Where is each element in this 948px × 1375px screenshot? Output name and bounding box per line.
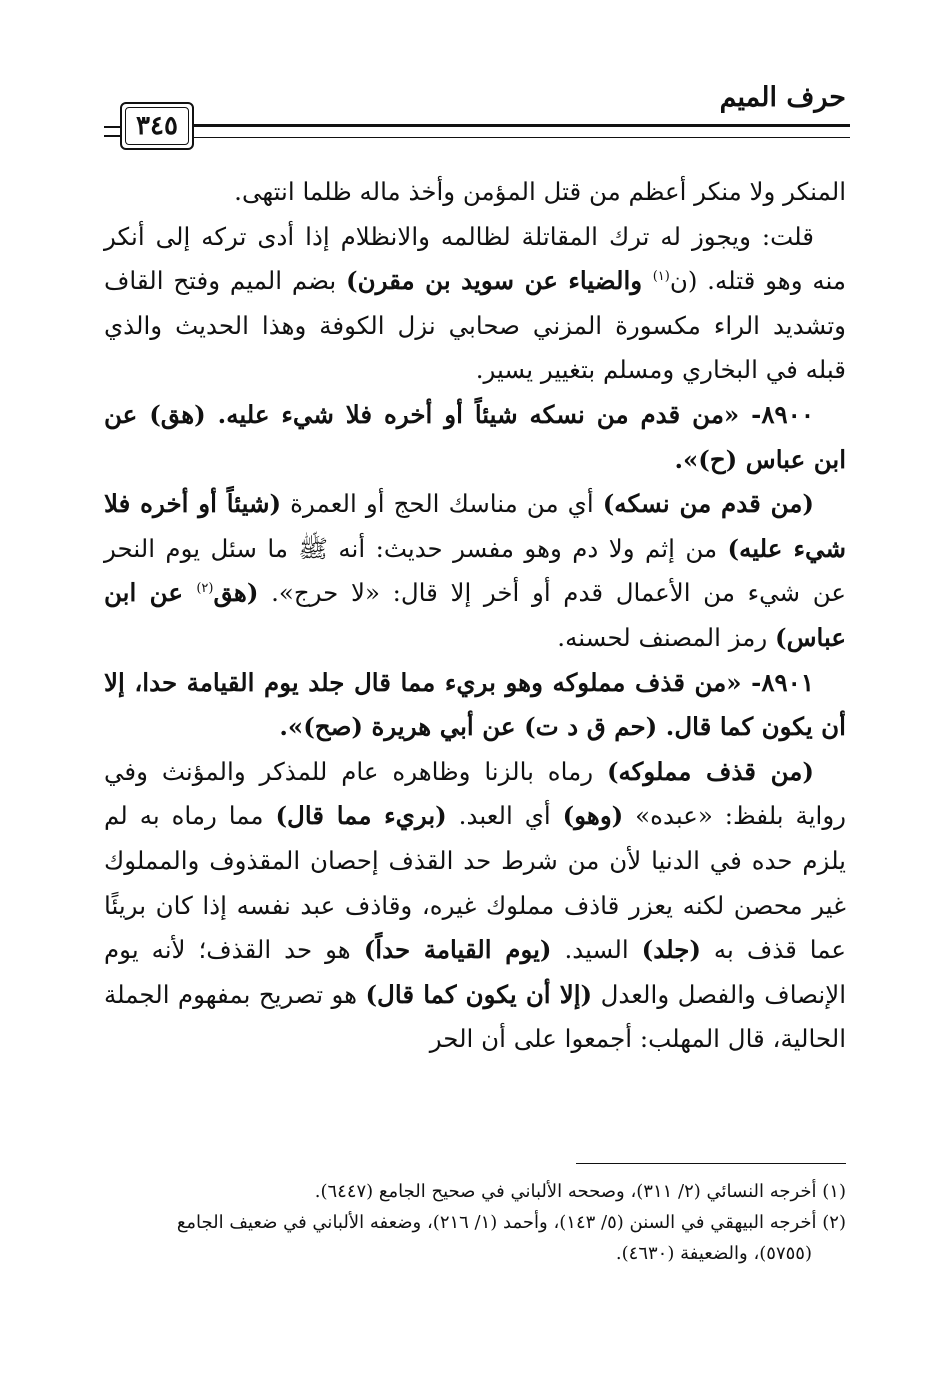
- footnote: (٢) أخرجه البيهقي في السنن (٥/ ١٤٣)، وأحمد (١/ ٢١٦)، وضعفه الألباني في ضعيف الجامع: [176, 1212, 846, 1233]
- text-run: (وهو): [562, 801, 624, 831]
- text-run: السيد.: [551, 935, 642, 965]
- footnote-ref: (١): [652, 269, 670, 285]
- text-run: بضم الميم وفتح القاف وتشديد الراء مكسورة المزني صحابي نزل الكوفة وهذا الحديث والذي قبله في البخاري ومسلم بتغيير يسير.: [104, 266, 846, 385]
- text-run: (هق: [213, 578, 259, 608]
- text-run: (من قذف مملوكه): [606, 756, 814, 786]
- footnote: (١) أخرجه النسائي (٢/ ٣١١)، وصححه الألباني في صحيح الجامع (٦٤٤٧).: [314, 1181, 846, 1202]
- text-run: هو حد القذف؛ لأنه يوم الإنصاف والفصل والعدل: [104, 935, 847, 1009]
- text-run: (يوم القيامة حداً): [363, 935, 552, 965]
- text-run: من إثم ولا دم وهو مفسر حديث: أنه ﷺ ما سئل يوم النحر عن شيء من الأعمال قدم أو أخر إلا قال: «لا حرج».: [104, 533, 846, 608]
- page-number: ٣٤٥: [136, 111, 178, 141]
- paragraph: المنكر ولا منكر أعظم من قتل المؤمن وأخذ ماله ظلما انتهى.: [234, 177, 846, 206]
- text-run: والضياء عن سويد بن مقرن): [346, 266, 653, 296]
- text-run: مما رماه به لم يلزم حده في الدنيا لأن من شرط حد القذف إحصان المقذوف والمملوك غير محصن لكنه يعزر قاذف مملوك غيره، وقاذف عبد نفسه إذا كان بريئًا عما قذف به: [104, 801, 846, 965]
- chapter-title: حرف الميم: [719, 82, 846, 113]
- footnote-continuation: (٥٧٥٥)، والضعيفة (٤٦٣٠).: [615, 1243, 812, 1264]
- footnote-separator: [576, 1163, 846, 1164]
- text-run: أي من مناسك الحج أو العمرة: [281, 489, 603, 519]
- text-run: (جلد): [641, 935, 701, 965]
- footnotes: [104, 1176, 846, 1269]
- text-run: (بريء مما قال): [275, 801, 447, 831]
- text-run: (شيئاً أو أخره فلا شيء عليه): [104, 489, 846, 563]
- paragraph: [104, 482, 846, 660]
- footnote-ref: (٢): [196, 581, 214, 597]
- text-run: عن ابن عباس): [104, 578, 846, 652]
- hadith-heading: ٨٩٠٠- «من قدم من نسكه شيئاً أو أخره فلا شيء عليه. (هق) عن ابن عباس (ح)».: [104, 399, 846, 474]
- text-run: (إلا أن يكون كما قال): [365, 979, 593, 1009]
- paragraph: [104, 215, 846, 393]
- hadith-heading: ٨٩٠١- «من قذف مملوكه وهو بريء مما قال جلد يوم القيامة حدا، إلا أن يكون كما قال. (حم ق د ت) عن أبي هريرة (صح)».: [104, 667, 846, 742]
- paragraph: [104, 750, 846, 1062]
- text-run: أي العبد.: [446, 801, 563, 831]
- text-run: قلت: ويجوز له ترك المقاتلة لظالمه والانظلام إذا أدى تركه إلى أنكر منه وهو قتله. (ن: [104, 221, 846, 296]
- text-run: (من قدم من نسكه): [602, 489, 814, 519]
- page-number-frame: [120, 102, 194, 150]
- text-run: رمز المصنف لحسنه.: [557, 622, 776, 652]
- header-rule: [192, 124, 850, 138]
- text-run: هو تصريح بمفهوم الجملة الحالية، قال المهلب: أجمعوا على أن الحر: [104, 979, 846, 1054]
- main-text: [104, 170, 846, 1062]
- text-run: رماه بالزنا وظاهره عام للمذكر والمؤنث وفي رواية بلفظ: «عبده»: [104, 756, 846, 831]
